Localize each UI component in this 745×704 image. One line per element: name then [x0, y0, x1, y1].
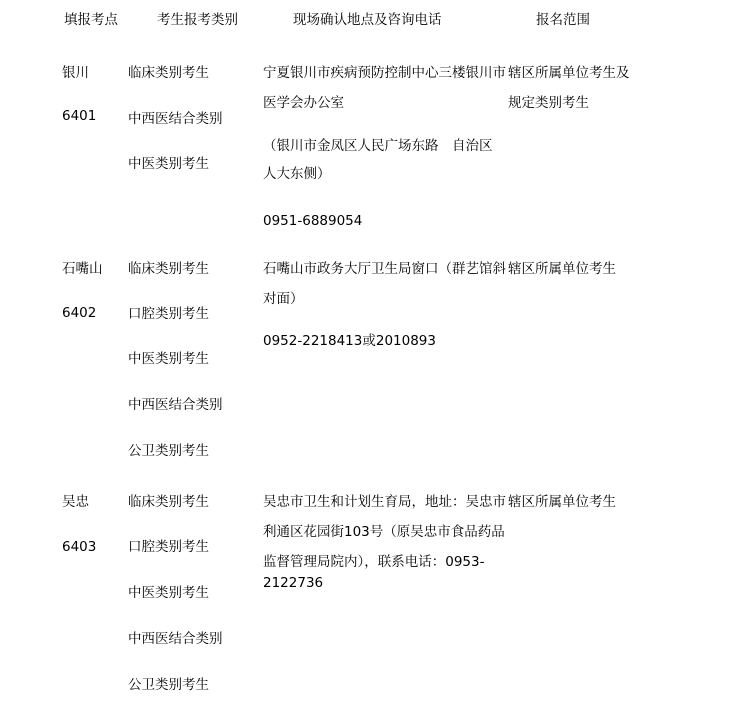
table-row: 口腔类别考生	[128, 306, 209, 322]
column-header-place: 现场确认地点及咨询电话	[293, 12, 442, 28]
table-row: 中医类别考生	[128, 351, 209, 367]
table-row: 辖区所属单位考生及	[508, 65, 630, 81]
table-row: 医学会办公室	[263, 95, 344, 111]
table-row: 公卫类别考生	[128, 677, 209, 693]
column-header-category: 考生报考类别	[157, 12, 238, 28]
table-row: 石嘴山市政务大厅卫生局窗口（群艺馆斜	[263, 261, 506, 277]
table-row: 吴忠市卫生和计划生育局，地址：吴忠市	[263, 494, 506, 510]
table-row: 对面）	[263, 291, 304, 307]
table-row: 辖区所属单位考生	[508, 494, 616, 510]
table-row: 临床类别考生	[128, 494, 209, 510]
table-row: 临床类别考生	[128, 261, 209, 277]
table-row: （银川市金凤区人民广场东路 自治区	[263, 138, 493, 154]
table-row: 中西医结合类别	[128, 111, 223, 127]
table-row: 监督管理局院内），联系电话：0953-	[263, 554, 485, 570]
table-row: 0951-6889054	[263, 213, 363, 229]
table-row: 利通区花园街103号（原吴忠市食品药品	[263, 524, 505, 540]
column-header-site: 填报考点	[64, 12, 118, 28]
table-row: 公卫类别考生	[128, 443, 209, 459]
table-row: 中西医结合类别	[128, 631, 223, 647]
table-row: 6401	[62, 108, 97, 124]
table-row: 中医类别考生	[128, 585, 209, 601]
table-row: 2122736	[263, 575, 324, 591]
table-row: 临床类别考生	[128, 65, 209, 81]
table-row: 宁夏银川市疾病预防控制中心三楼银川市	[263, 65, 506, 81]
table-row: 6402	[62, 305, 97, 321]
table-header-row	[0, 10, 745, 34]
table-row: 银川	[62, 65, 89, 81]
table-row: 0952-2218413或2010893	[263, 333, 436, 349]
table-row: 中西医结合类别	[128, 397, 223, 413]
table-row: 6403	[62, 539, 97, 555]
table-row: 石嘴山	[62, 261, 103, 277]
column-header-scope: 报名范围	[536, 12, 590, 28]
table-row: 人大东侧）	[263, 166, 331, 182]
table-row: 口腔类别考生	[128, 539, 209, 555]
table-row: 吴忠	[62, 494, 89, 510]
table-row: 规定类别考生	[508, 95, 589, 111]
table-row: 中医类别考生	[128, 156, 209, 172]
table-row: 辖区所属单位考生	[508, 261, 616, 277]
